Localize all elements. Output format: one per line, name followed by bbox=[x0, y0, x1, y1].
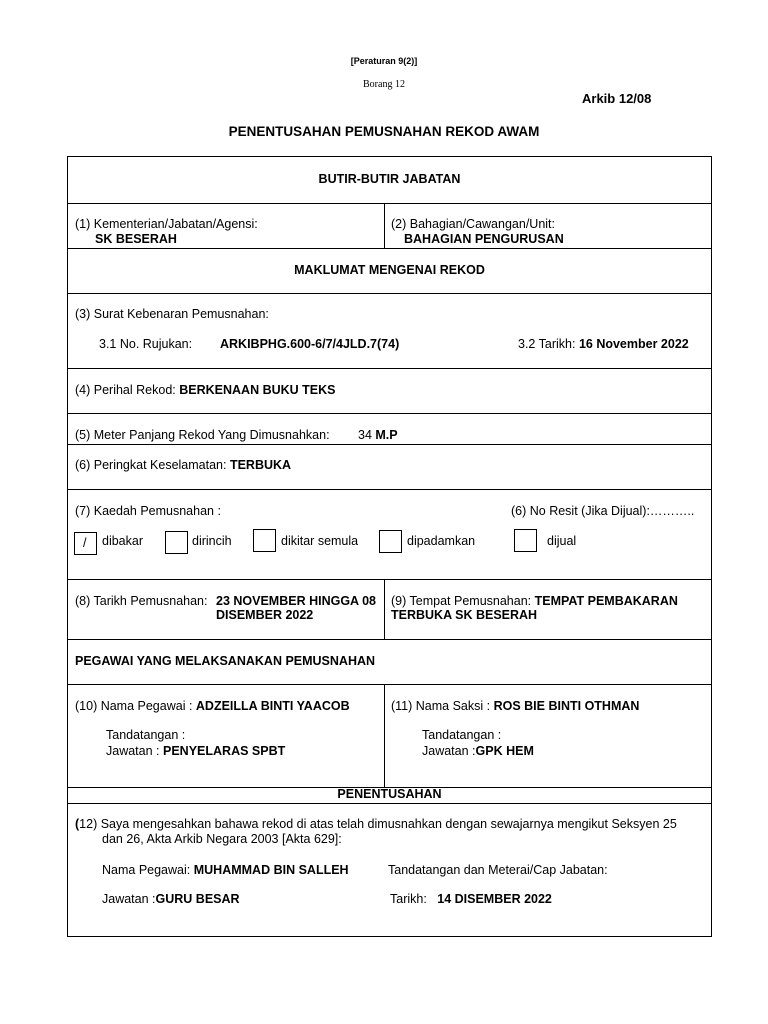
security-level bbox=[75, 458, 291, 472]
length-number: 34 bbox=[358, 428, 372, 442]
regulation-ref: [Peraturan 9(2)] bbox=[350, 56, 418, 66]
method-option-dibakar: dibakar bbox=[102, 534, 143, 548]
security-label: (6) Peringkat Keselamatan: bbox=[75, 458, 227, 472]
statement-line2: dan 26, Akta Arkib Negara 2003 [Akta 629]: bbox=[102, 832, 342, 846]
permit-date-label: 3.2 Tarikh: bbox=[518, 337, 576, 351]
statement-line1: 12) Saya mengesahkan bahawa rekod di atas telah dimusnahkan dengan sewajarnya mengikut Seksyen 25 bbox=[79, 817, 677, 831]
verifier-date-row bbox=[390, 892, 552, 906]
officer-post-label: Jawatan : bbox=[106, 744, 160, 758]
officers-heading: PEGAWAI YANG MELAKSANAKAN PEMUSNAHAN bbox=[75, 654, 376, 668]
record-subject bbox=[75, 383, 336, 397]
length-label: (5) Meter Panjang Rekod Yang Dimusnahkan: bbox=[75, 428, 330, 442]
method-option-dikitar-semula: dikitar semula bbox=[281, 534, 359, 548]
officer-signature-label: Tandatangan : bbox=[106, 728, 186, 742]
permit-date bbox=[518, 337, 689, 351]
method-option-dirincih: dirincih bbox=[192, 534, 232, 548]
statement-paren: ( bbox=[75, 817, 80, 831]
ministry-label: (1) Kementerian/Jabatan/Agensi: bbox=[75, 217, 258, 231]
verifier-post-row bbox=[102, 892, 240, 906]
witness-name-label: (11) Nama Saksi : bbox=[391, 699, 491, 713]
length-unit: M.P bbox=[375, 428, 398, 442]
record-heading: MAKLUMAT MENGENAI REKOD bbox=[294, 263, 485, 277]
witness-signature-label: Tandatangan : bbox=[422, 728, 502, 742]
archive-ref: Arkib 12/08 bbox=[582, 91, 652, 106]
method-label: (7) Kaedah Pemusnahan : bbox=[75, 504, 221, 518]
verifier-post-label: Jawatan : bbox=[102, 892, 156, 906]
officer-name: ADZEILLA BINTI YAACOB bbox=[195, 699, 350, 713]
officer-name-label: (10) Nama Pegawai : bbox=[75, 699, 193, 713]
department-heading: BUTIR-BUTIR JABATAN bbox=[318, 172, 461, 186]
verifier-name-label: Nama Pegawai: bbox=[102, 863, 191, 877]
reference-value: ARKIBPHG.600-6/7/4JLD.7(74) bbox=[220, 337, 400, 351]
permit-date-value: 16 November 2022 bbox=[578, 337, 689, 351]
verifier-date: 14 DISEMBER 2022 bbox=[437, 892, 552, 906]
verifier-date-label: Tarikh: bbox=[390, 892, 427, 906]
verifier-post: GURU BESAR bbox=[155, 892, 240, 906]
reference-label: 3.1 No. Rujukan: bbox=[99, 337, 193, 351]
witness-post-label: Jawatan : bbox=[422, 744, 476, 758]
verification-heading: PENENTUSAHAN bbox=[337, 787, 442, 801]
witness-post-row bbox=[422, 744, 534, 758]
destruction-place-label: (9) Tempat Pemusnahan: bbox=[391, 594, 532, 608]
method-option-dipadamkan: dipadamkan bbox=[407, 534, 476, 548]
witness-post: GPK HEM bbox=[475, 744, 534, 758]
form-number: Borang 12 bbox=[363, 79, 405, 90]
verifier-name-row bbox=[102, 863, 349, 877]
division-label: (2) Bahagian/Cawangan/Unit: bbox=[391, 217, 555, 231]
security-value: TERBUKA bbox=[229, 458, 292, 472]
method-option-dijual: dijual bbox=[547, 534, 577, 548]
verifier-name: MUHAMMAD BIN SALLEH bbox=[193, 863, 349, 877]
method-checkbox-dijual[interactable] bbox=[514, 529, 537, 552]
officer-name-row bbox=[75, 699, 350, 713]
destruction-date-label: (8) Tarikh Pemusnahan: bbox=[75, 594, 208, 608]
method-checkbox-dipadamkan[interactable] bbox=[379, 530, 402, 553]
division-value: BAHAGIAN PENGURUSAN bbox=[404, 232, 564, 246]
subject-label: (4) Perihal Rekod: bbox=[75, 383, 176, 397]
witness-name-row bbox=[391, 699, 639, 713]
officer-post-row bbox=[106, 744, 285, 758]
method-checkbox-dikitar-semula[interactable] bbox=[253, 529, 276, 552]
destruction-place-line2: TERBUKA SK BESERAH bbox=[391, 608, 538, 622]
destruction-date-line2: DISEMBER 2022 bbox=[216, 608, 314, 622]
destruction-date-line1: 23 NOVEMBER HINGGA 08 bbox=[216, 594, 376, 608]
checkbox-mark: / bbox=[83, 536, 87, 550]
officer-post: PENYELARAS SPBT bbox=[163, 744, 286, 758]
receipt-label: (6) No Resit (Jika Dijual):……….. bbox=[511, 504, 695, 518]
verification-statement bbox=[75, 817, 677, 831]
length-value bbox=[358, 428, 398, 442]
subject-value: BERKENAAN BUKU TEKS bbox=[179, 383, 336, 397]
destruction-place-line1: TEMPAT PEMBAKARAN bbox=[534, 594, 678, 608]
method-checkbox-dirincih[interactable] bbox=[165, 531, 188, 554]
method-checkbox-dibakar[interactable] bbox=[74, 532, 97, 555]
witness-name: ROS BIE BINTI OTHMAN bbox=[493, 699, 640, 713]
stamp-label: Tandatangan dan Meterai/Cap Jabatan: bbox=[388, 863, 608, 877]
page-title: PENENTUSAHAN PEMUSNAHAN REKOD AWAM bbox=[228, 124, 540, 139]
permit-label: (3) Surat Kebenaran Pemusnahan: bbox=[75, 307, 269, 321]
destruction-place bbox=[391, 594, 678, 608]
ministry-value: SK BESERAH bbox=[95, 232, 177, 246]
